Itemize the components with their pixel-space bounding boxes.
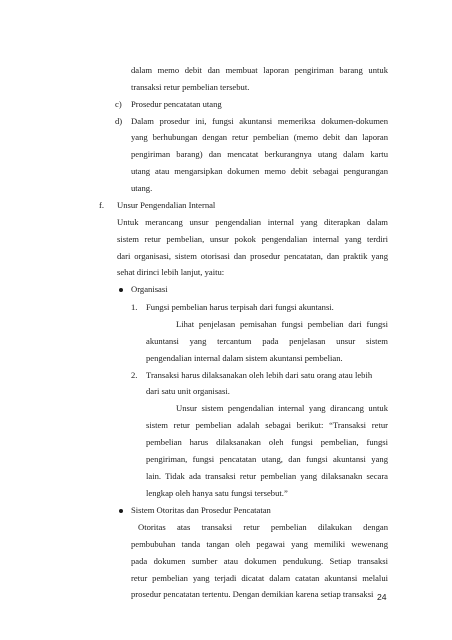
- text-line: sistem retur pembelian, unsur pokok pengendalian internal yang terdiri: [117, 234, 388, 244]
- text-line: transaksi retur pembelian tersebut.: [131, 82, 250, 92]
- text-line: Transaksi harus dilaksanakan oleh lebih dari satu orang atau lebih: [146, 370, 373, 380]
- text-line: pengiriman, fungsi pencatatan utang, dan fungsi akuntansi yang: [146, 454, 388, 464]
- page-number: 24: [377, 592, 387, 602]
- section-marker: f.: [99, 200, 105, 210]
- text-line: sistem retur pembelian adalah sebagai berikut: “Transaksi retur: [146, 420, 388, 430]
- text-line: Untuk merancang unsur pengendalian internal yang diterapkan dalam: [117, 217, 388, 227]
- text-line: pada dokumen sumber atau dokumen pendukung. Setiap transaksi: [131, 556, 388, 566]
- text-line: Fungsi pembelian harus terpisah dari fungsi akuntansi.: [146, 302, 334, 312]
- section-heading: Unsur Pengendalian Internal: [117, 200, 216, 210]
- text-line: utang atau mengarsipkan dokumen memo debit sebagai pengurangan: [131, 166, 388, 176]
- list-marker: 1.: [131, 302, 138, 312]
- bullet-icon: [119, 288, 123, 292]
- text-line: akuntansi yang tercantum pada penjelasan unsur sistem: [146, 336, 388, 346]
- text-line: utang.: [131, 183, 153, 193]
- text-line: Lihat penjelasan pemisahan fungsi pembelian dari fungsi: [176, 319, 388, 329]
- text-line: lengkap oleh hanya satu fungsi tersebut.”: [146, 488, 288, 498]
- text-line: yang berhubungan dengan retur pembelian (memo debit dan laporan: [131, 132, 388, 142]
- text-line: Otoritas atas transaksi retur pembelian dilakukan dengan: [138, 522, 388, 532]
- text-line: Dalam prosedur ini, fungsi akuntansi memeriksa dokumen-dokumen: [131, 116, 388, 126]
- list-marker: 2.: [131, 370, 138, 380]
- text-line: dari satu unit organisasi.: [146, 386, 230, 396]
- list-marker: d): [115, 116, 123, 126]
- text-line: dalam memo debit dan membuat laporan pengiriman barang untuk: [131, 65, 388, 75]
- bullet-heading: Sistem Otoritas dan Prosedur Pencatatan: [131, 505, 271, 515]
- text-line: pembubuhan tanda tangan oleh pegawai yang memiliki wewenang: [131, 539, 388, 549]
- text-line: lain. Tidak ada transaksi retur pembelian yang dilaksanakn secara: [146, 471, 388, 481]
- text-line: retur pembelian yang terjadi dicatat dalam catatan akuntansi melalui: [131, 573, 388, 583]
- list-marker: c): [115, 99, 122, 109]
- text-line: dari organisasi, sistem otorisasi dan prosedur pencatatan, dan praktik yang: [117, 251, 388, 261]
- text-line: pengiriman barang) dan mencatat berkurangnya utang dalam kartu: [131, 149, 388, 159]
- text-line: pengendalian internal dalam sistem akuntansi pembelian.: [146, 353, 343, 363]
- text-line: pembelian harus dilaksanakan oleh fungsi pembelian, fungsi: [146, 437, 388, 447]
- bullet-heading: Organisasi: [131, 284, 168, 294]
- text-line: Unsur sistem pengendalian internal yang dirancang untuk: [176, 403, 388, 413]
- bullet-icon: [119, 509, 123, 513]
- text-line: sehat dirinci lebih lanjut, yaitu:: [117, 267, 225, 277]
- text-line: prosedur pencatatan tertentu. Dengan demikian karena setiap transaksi: [131, 589, 374, 599]
- list-item-heading: Prosedur pencatatan utang: [131, 99, 222, 109]
